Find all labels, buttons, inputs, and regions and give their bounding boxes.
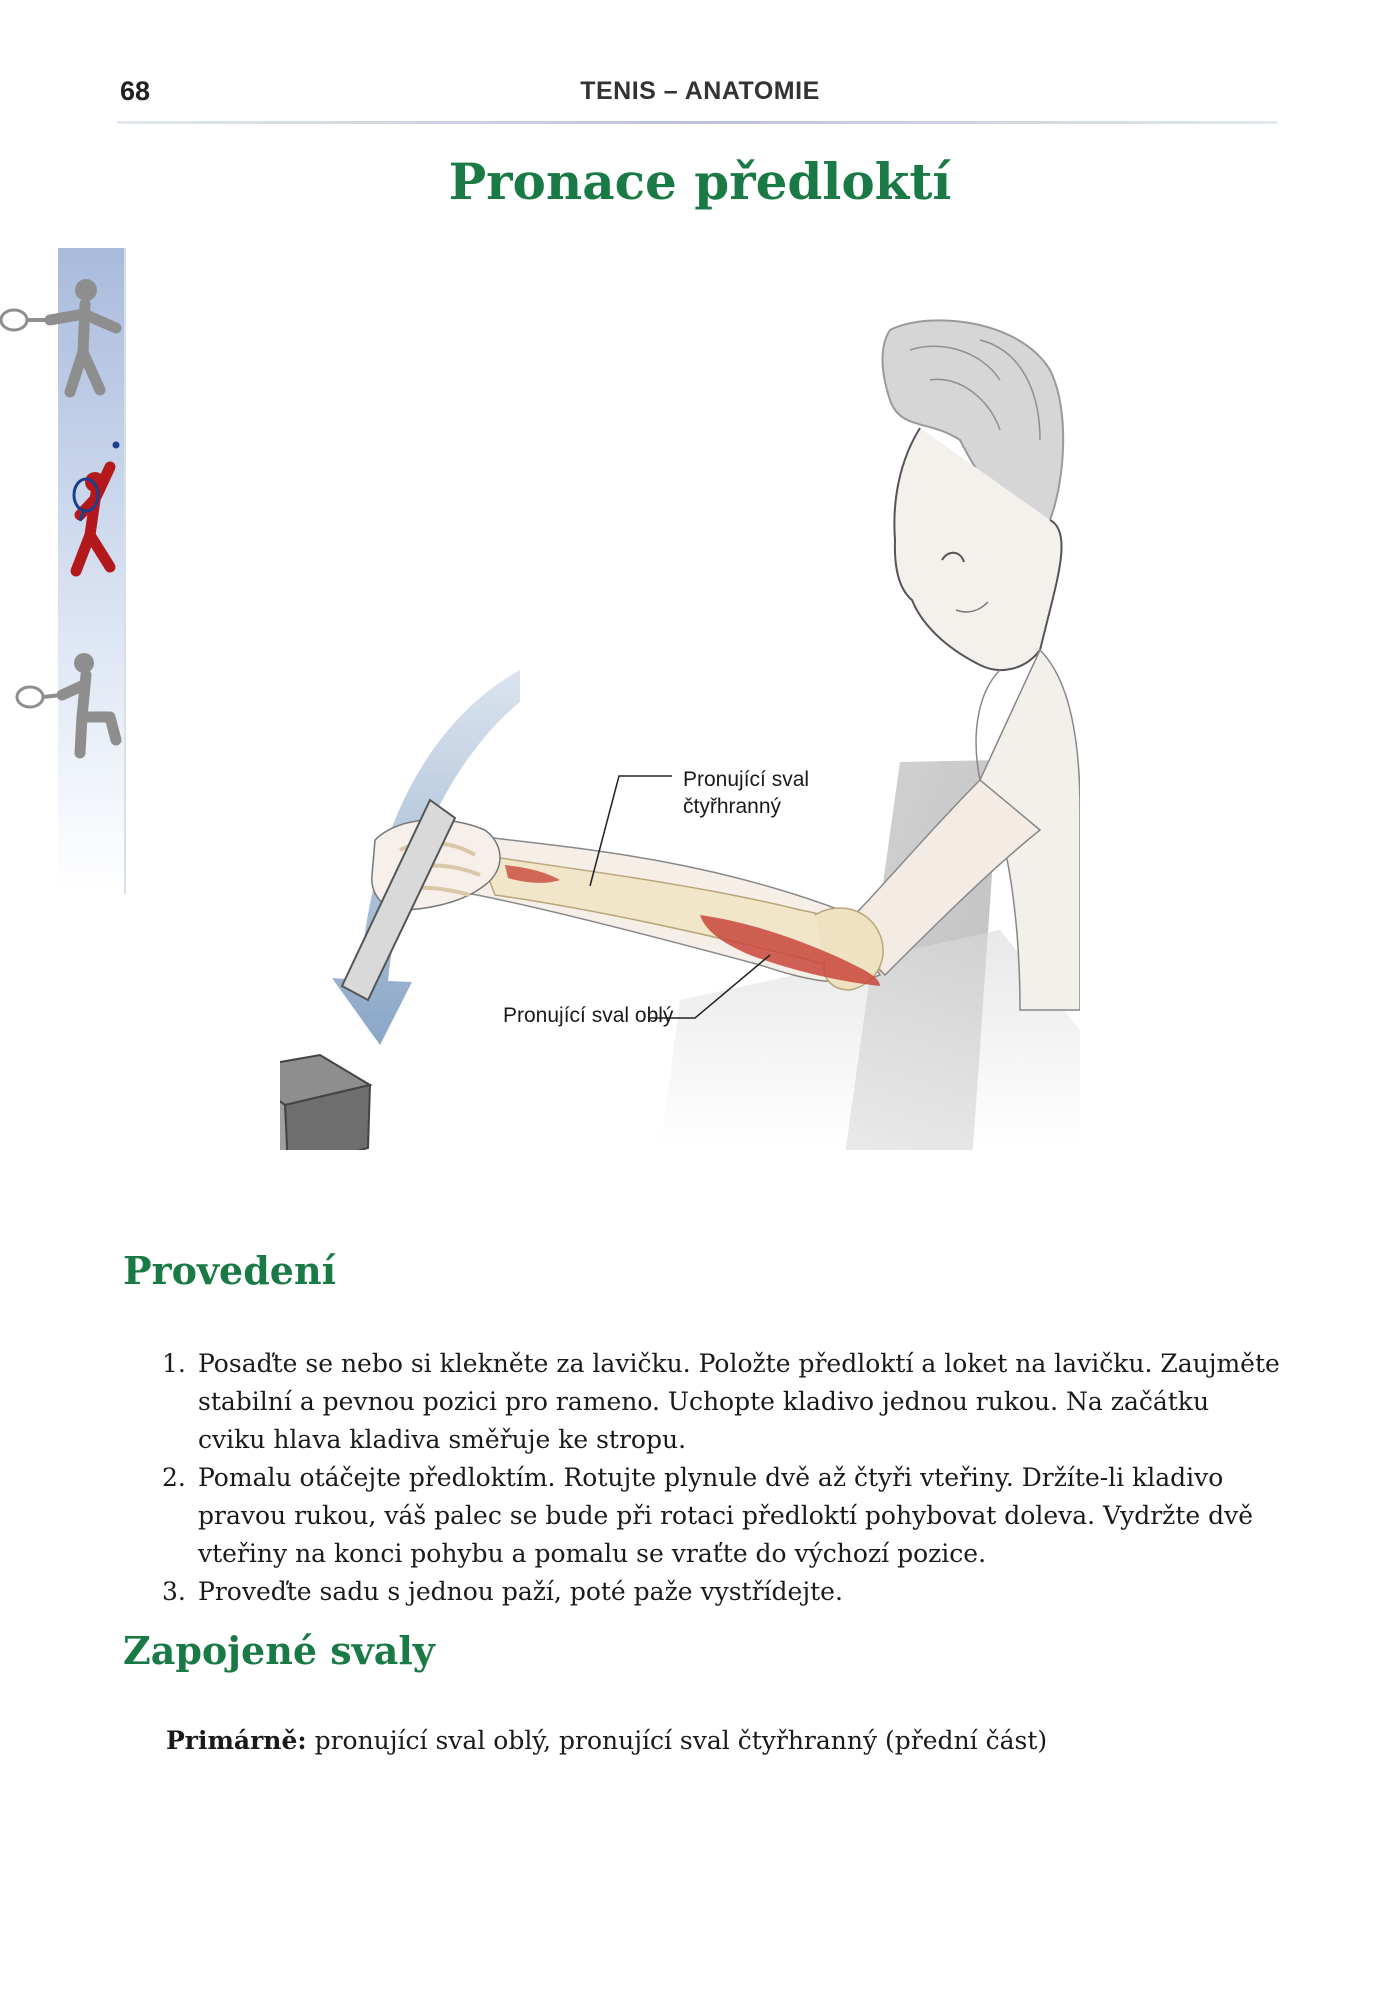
tennis-forehand-player-icon [0, 262, 140, 412]
primary-text: pronující sval oblý, pronující sval čtyřhranný (přední část) [314, 1726, 1048, 1755]
execution-steps [162, 1345, 1282, 1611]
step-text: Pomalu otáčejte předloktím. Rotujte plynule dvě až čtyři vteřiny. Držíte-li kladivo pravou rukou, váš palec se bude při rotaci předloktí pohybovat doleva. Vydržte dvě vteřiny na konci pohybu a pomalu se vraťte do výchozí pozice. [198, 1463, 1254, 1568]
running-header: TENIS – ANATOMIE [580, 77, 820, 105]
execution-step [162, 1345, 1282, 1459]
step-number: 2. [162, 1463, 186, 1492]
label-pronator-quadratus [683, 766, 809, 820]
tennis-lunge-player-icon [0, 645, 140, 795]
page-title: Pronace předloktí [448, 152, 952, 211]
tennis-serve-player-icon [0, 435, 140, 585]
execution-step [162, 1573, 1282, 1611]
execution-step [162, 1459, 1282, 1573]
step-text: Posaďte se nebo si klekněte za lavičku. Položte předloktí a loket na lavičku. Zaujměte stabilní a pevnou pozici pro rameno. Uchopte kladivo jednou rukou. Na začátku cviku hlava kladiva směřuje ke stropu. [198, 1349, 1280, 1454]
execution-heading: Provedení [123, 1248, 337, 1293]
muscles-heading: Zapojené svaly [123, 1628, 435, 1673]
step-number: 3. [162, 1577, 186, 1606]
exercise-illustration [280, 310, 1080, 1150]
primary-muscles [166, 1726, 1266, 1755]
step-number: 1. [162, 1349, 186, 1378]
label-quadratus-line-2: čtyřhranný [683, 795, 782, 818]
primary-label: Primárně: [166, 1726, 307, 1755]
label-quadratus-line-1: Pronující sval [683, 768, 810, 791]
page-number: 68 [120, 76, 151, 106]
step-text: Proveďte sadu s jednou paží, poté paže vystřídejte. [198, 1577, 843, 1606]
header-rule [117, 121, 1277, 124]
label-pronator-teres: Pronující sval oblý [503, 1004, 674, 1027]
